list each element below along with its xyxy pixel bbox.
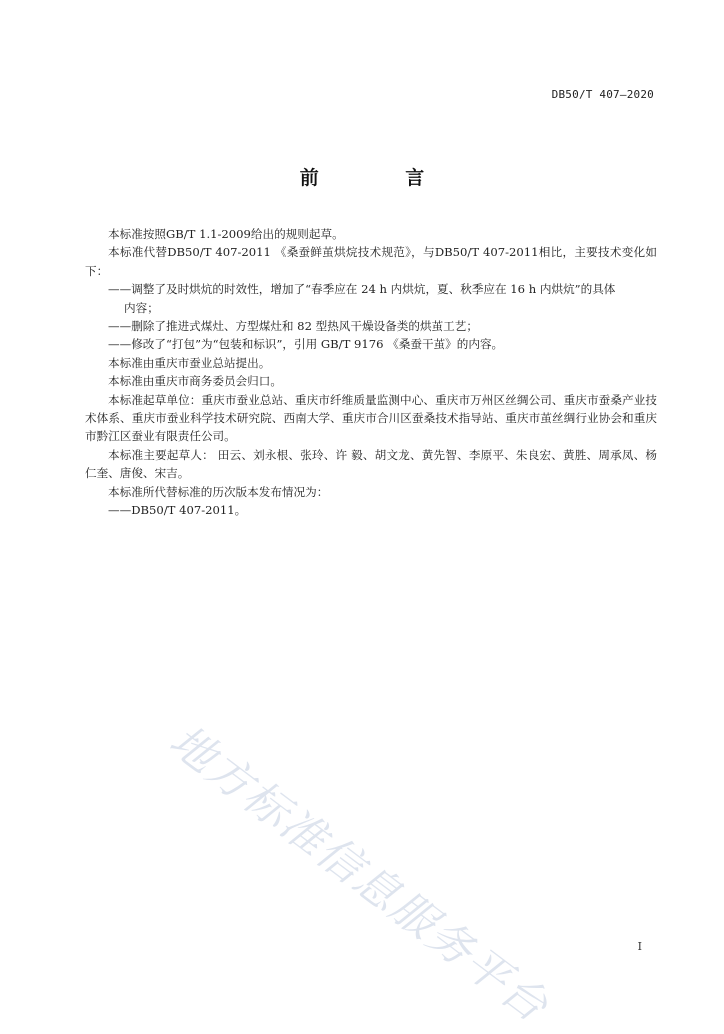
page-title: 前 言: [299, 167, 465, 189]
paragraph-drafting-rules: 本标准按照GB/T 1.1-2009给出的规则起草。: [108, 227, 344, 241]
paragraph-centralized-by: 本标准由重庆市商务委员会归口。: [108, 374, 282, 389]
version-history-item: ——DB50/T 407-2011。: [108, 503, 247, 518]
change-item-removed-process: ——删除了推进式煤灶、方型煤灶和 82 型热风干燥设备类的烘茧工艺；: [108, 319, 478, 334]
change-item-timeliness: [85, 280, 657, 317]
document-code: DB50/T 407—2020: [551, 88, 654, 101]
foreword-body: [85, 225, 657, 520]
paragraph-version-history: 本标准所代替标准的历次版本发布情况为：: [108, 484, 329, 499]
change-item-packaging: ——修改了“打包”为“包装和标识”，引用 GB/T 9176 《桑蚕干茧》的内容。: [108, 337, 504, 352]
change-item-timeliness-line1: ——调整了及时烘炕的时效性，增加了“春季应在 24 h 内烘炕，夏、秋季应在 16 h 内烘炕”的具体: [108, 282, 616, 297]
paragraph-drafters: 本标准主要起草人： 田云、刘永根、张玲、许 毅、胡文龙、黄先智、李原平、朱良宏、黄胜、周承凤、杨仁奎、唐俊、宋吉。: [85, 447, 657, 481]
page-number: I: [637, 940, 642, 953]
paragraph-proposed-by: 本标准由重庆市蚕业总站提出。: [108, 355, 271, 370]
watermark: 地方标准信息服务平台: [159, 715, 559, 1033]
paragraph-replaces: 本标准代替DB50/T 407-2011 《桑蚕鲜茧烘烷技术规范》，与DB50/T 407-2011相比，主要技术变化如下：: [85, 245, 657, 278]
paragraph-drafting-units: 本标准起草单位：重庆市蚕业总站、重庆市纤维质量监测中心、重庆市万州区丝绸公司、重庆市蚕桑产业技术体系、重庆市蚕业科学技术研究院、西南大学、重庆市合川区蚕桑技术指导站、重庆市茧丝绸行业协会和重庆市黔江区蚕业有限责任公司。: [85, 392, 657, 444]
change-item-timeliness-line2: 内容；: [124, 300, 159, 315]
